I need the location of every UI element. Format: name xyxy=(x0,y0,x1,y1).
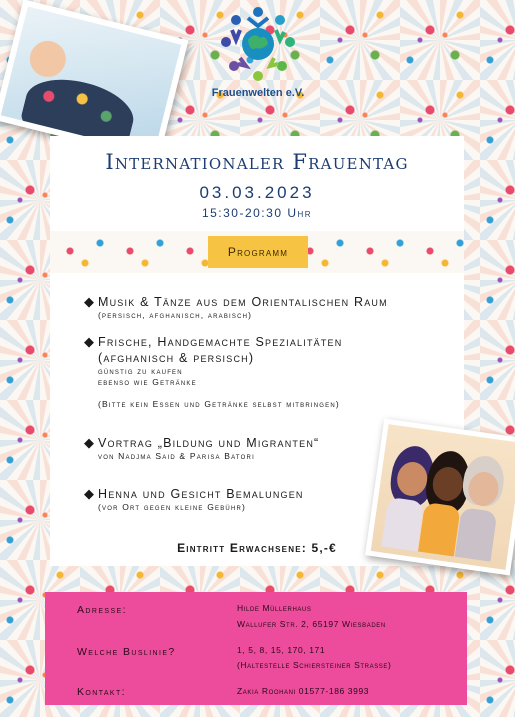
contact-label: Kontakt: xyxy=(77,686,126,698)
program-item-sub: (vor Ort gegen kleine Gebühr) xyxy=(98,502,247,512)
address-label: Adresse: xyxy=(77,604,127,616)
people-globe-logo-icon xyxy=(218,4,298,84)
logo-name: Frauenwelten e.V. xyxy=(211,87,305,99)
program-item-sub: von Nadjma Said & Parisa Batori xyxy=(98,451,255,461)
woman-illustration xyxy=(1,7,181,154)
program-item-title: Vortrag „Bildung und Migranten“ xyxy=(98,436,320,450)
contact-box xyxy=(45,592,467,705)
entry-price: Eintritt Erwachsene: 5,-€ xyxy=(177,541,337,555)
program-item-title-line2: (afghanisch & persisch) xyxy=(98,351,255,365)
bus-line: (Haltestelle Schiersteiner Strasse) xyxy=(237,660,392,670)
bus-label: Welche Buslinie? xyxy=(77,646,176,658)
program-item-sub: günstig zu kaufen xyxy=(98,366,183,376)
program-item-sub: (persisch, afghanisch, arabisch) xyxy=(98,310,253,320)
event-title: Internationaler Frauentag xyxy=(105,150,409,174)
program-item-sub: ebenso wie Getränke xyxy=(98,377,197,387)
program-item-title: Frische, Handgemachte Spezialitäten xyxy=(98,335,343,349)
diamond-bullet-icon: ◆ xyxy=(84,294,94,309)
address-line: Wallufer Str. 2, 65197 Wiesbaden xyxy=(237,619,386,629)
program-item-title: Henna und Gesicht Bemalungen xyxy=(98,487,304,501)
event-time: 15:30-20:30 Uhr xyxy=(201,206,313,220)
logo xyxy=(208,4,308,108)
contact-value: Zakia Roohani 01577-186 3993 xyxy=(237,686,370,696)
program-item-note: (Bitte kein Essen und Getränke selbst mitbringen) xyxy=(98,399,340,409)
event-date: 03.03.2023 xyxy=(199,183,315,202)
illustration-card-right xyxy=(365,419,515,576)
address-line: Hilde Müllerhaus xyxy=(237,603,312,613)
program-label: Programm xyxy=(208,236,308,268)
diamond-bullet-icon: ◆ xyxy=(84,435,94,450)
diamond-bullet-icon: ◆ xyxy=(84,334,94,349)
program-item xyxy=(84,294,454,321)
three-women-illustration xyxy=(371,424,515,570)
diamond-bullet-icon: ◆ xyxy=(84,486,94,501)
program-item xyxy=(84,334,454,410)
program-item-title: Musik & Tänze aus dem Orientalischen Raum xyxy=(98,295,388,309)
bus-line: 1, 5, 8, 15, 170, 171 xyxy=(237,645,326,655)
